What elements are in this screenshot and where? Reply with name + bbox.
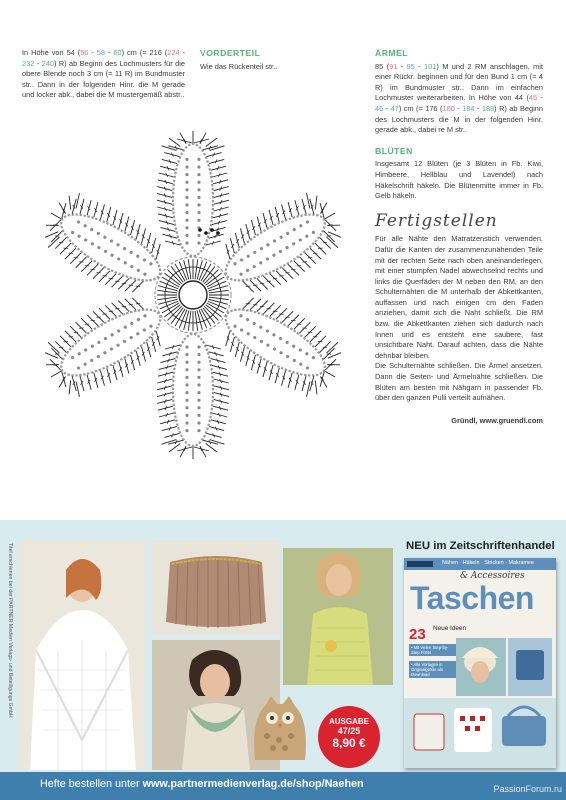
pattern-text-column-3 xyxy=(375,48,543,426)
section-title-vorderteil: VORDERTEIL xyxy=(200,48,261,58)
magazine-cover-photos xyxy=(404,558,556,768)
paragraph-rueckenteil-end: In Höhe von 54 (56 - 58 - 60) cm (= 216 (224 - 232 - 240) R) ab Beginn des Lochmusters für die obere Blende noch 3 cm (= 11 R) im Bundmuster str.. Dann in der folgenden Hinr. die M gerade und locker abk., dabei die M mustergemäß abstr.. xyxy=(22,48,185,100)
magazine-bullet-2: • Alle Vorlagen in Originalgröße als Download xyxy=(409,661,457,678)
price-badge: AUSGABE 47/25 8,90 € xyxy=(318,706,380,768)
magazine-cover-taschen[interactable] xyxy=(404,558,556,768)
photo-woman-white-shawl xyxy=(18,540,146,770)
designer-signature: Gründl, www.gruendl.com xyxy=(451,415,543,425)
publisher-side-note: Titel erschienen bei der PARTNER Medien Verlags- und Beteiligungs GmbH xyxy=(7,543,13,718)
site-watermark: PassionForum.ru xyxy=(493,784,562,794)
paragraph-fertigstellen-1: Für alle Nähte den Matratzenstich verwenden. Dafür die Kanten der zusammenzunähenden Teile mit der rechten Seite nach oben aneinanderlegen, mit einer stumpfen Nadel abwechselnd rechts und links die Querfäden der M neben den RM, an den Schulternähten die M unterhalb der Abkettkanten, auffassen und nach einigen cm den Faden anziehen, damit sich die Naht schließt. Die RM bzw. die Abkettkanten ziehen sich dadurch nach Innen und es entsteht eine saubere, fast unsichtbare Naht. Darauf achten, dass die Nähte dehnbar bleiben. xyxy=(375,234,543,360)
photo-corduroy-bag xyxy=(152,540,280,635)
paragraph-fertigstellen-2: Die Schulternähte schließen. Die Ärmel ansetzen. Dann die Seiten- und Ärmelnähte schließen. Die Blüten am besten mit Nähgarn in passender Fb. über den ganzen Pulli verteilt aufnähen. xyxy=(375,361,543,403)
paragraph-blueten: Insgesamt 12 Blüten (je 3 Blüten in Fb. Kiwi, Himbeere, Hellblau und Lavendel) nach Häkelschrift häkeln. Die Blütenmitte immer in Fb. Gelb häkeln. xyxy=(375,159,543,201)
crochet-flower-chart xyxy=(28,130,358,460)
photo-woman-green-top xyxy=(283,548,393,685)
magazine-neue-ideen: Neue Ideen xyxy=(433,625,467,632)
pattern-text-column-1 xyxy=(22,48,185,101)
flower-chart-symbols xyxy=(33,131,353,459)
magazine-bullet-1: • Mit vielen Step-by-Step Fotos xyxy=(409,644,457,656)
magazine-subtitle: & Accessoires xyxy=(460,571,525,581)
photo-crochet-owl xyxy=(245,690,315,765)
top-illustration xyxy=(283,548,393,685)
section-title-fertigstellen: Fertigstellen xyxy=(375,210,498,231)
paragraph-aermel: 85 (91 - 95 - 101) M und 2 RM anschlagen, mit einer Rückr. beginnen und für den Bund 1 cm (= 4 R) im Bundmuster str.. Dann im einfachen Lochmuster weiterarbeiten. In Höhe von 44 (45 - 46 - 47) cm (= 176 (180 - 184 - 188) R) ab Beginn des Lochmusters die M in der folgenden Hinr. gerade abk., dabei re M str.. xyxy=(375,61,543,135)
magazine-idea-count: 23 xyxy=(409,626,426,643)
section-title-blueten: BLÜTEN xyxy=(375,145,413,156)
shop-url-link[interactable]: www.partnermedienverlag.de/shop/Naehen xyxy=(142,778,364,790)
section-title-aermel: ÄRMEL xyxy=(375,48,409,58)
footer-order-bar xyxy=(0,772,566,800)
shawl-illustration xyxy=(18,540,146,770)
bag-illustration xyxy=(152,540,280,635)
owl-illustration xyxy=(245,690,315,765)
magazine-title: Taschen xyxy=(410,580,534,616)
pattern-text-column-2 xyxy=(200,48,360,72)
paragraph-vorderteil: Wie das Rückenteil str.. xyxy=(200,61,278,71)
new-issue-label: NEU im Zeitschriftenhandel xyxy=(406,540,555,552)
magazine-topbar: Nähen · Häkeln · Stricken · Makramee xyxy=(404,558,556,570)
footer-text: Hefte bestellen unter www.partnermedienverlag.de/shop/Naehen xyxy=(40,778,364,790)
